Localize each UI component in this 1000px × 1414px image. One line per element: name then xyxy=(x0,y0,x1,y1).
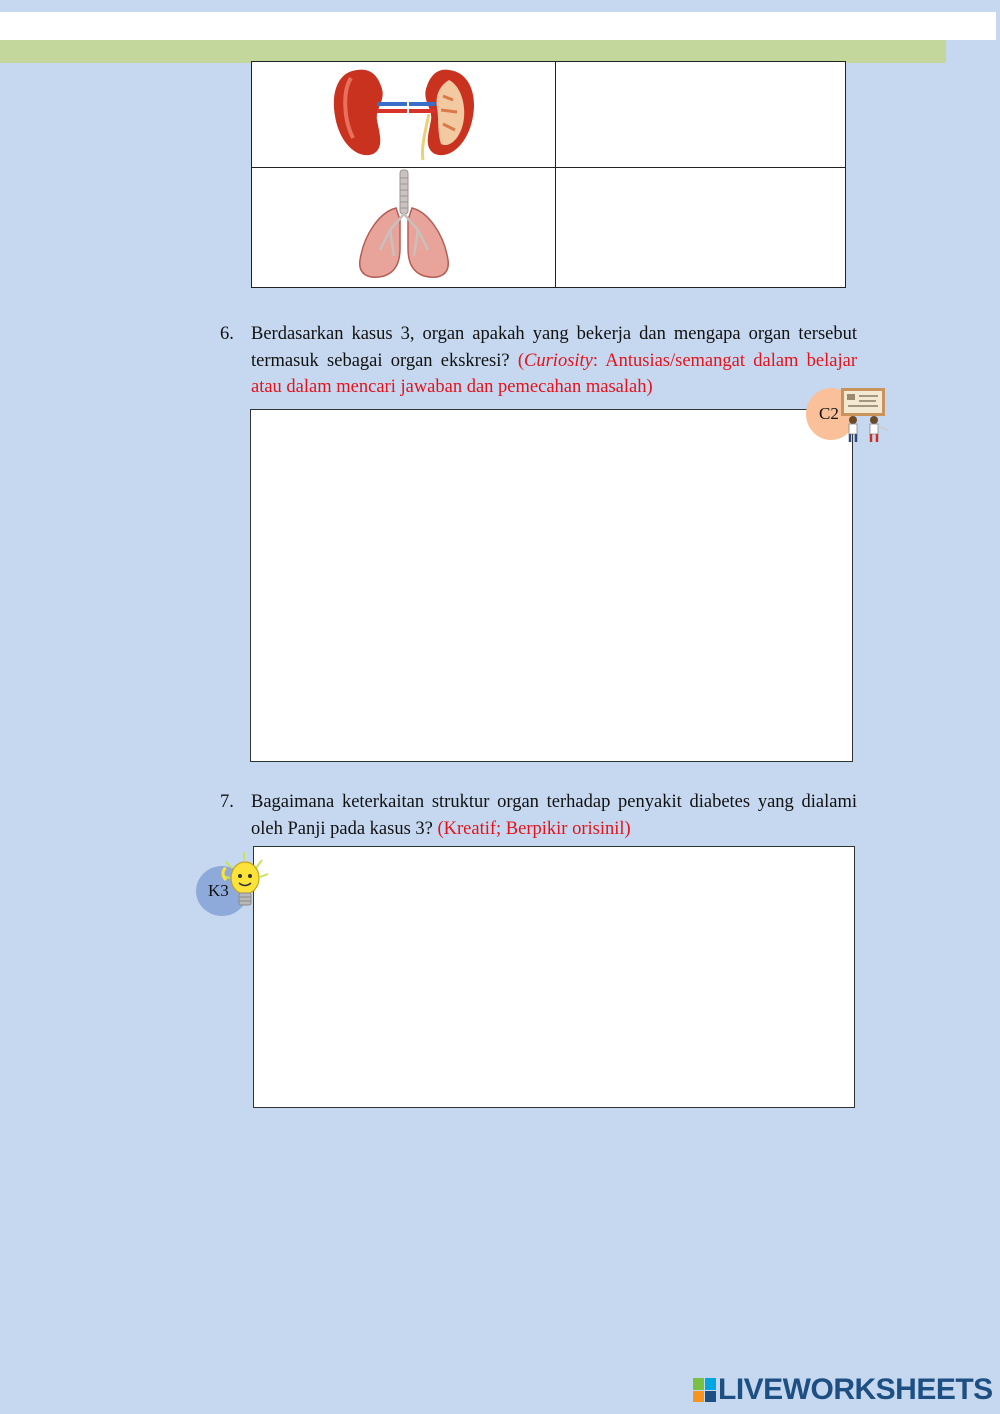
kidney-image xyxy=(329,62,479,162)
k3-badge-label: K3 xyxy=(208,881,229,900)
kidney-image-cell xyxy=(252,62,556,168)
lungs-answer-cell[interactable] xyxy=(556,168,846,288)
liveworksheets-logo-icon xyxy=(693,1378,716,1402)
organ-table xyxy=(251,61,846,288)
question-7-prompt: Bagaimana keterkaitan struktur organ terhadap penyakit diabetes yang dialami oleh Panji pada kasus 3? xyxy=(251,792,857,839)
lightbulb-icon xyxy=(218,850,272,914)
question-text xyxy=(251,789,857,842)
question-number: 6. xyxy=(220,324,234,344)
lungs-image-cell xyxy=(252,168,556,288)
answer-box-question-7[interactable] xyxy=(253,846,855,1108)
c2-badge-label: C2 xyxy=(819,404,839,423)
question-text xyxy=(251,321,857,401)
table-row xyxy=(252,62,846,168)
question-6-prompt: Berdasarkan kasus 3, organ apakah yang bekerja dan mengapa organ tersebut termasuk sebagai organ ekskresi? xyxy=(251,324,857,371)
lungs-image xyxy=(354,168,454,282)
question-6 xyxy=(220,321,857,401)
question-7 xyxy=(220,789,857,842)
answer-box-question-6[interactable] xyxy=(250,409,853,762)
question-number: 7. xyxy=(220,792,234,812)
kidney-answer-cell[interactable] xyxy=(556,62,846,168)
question-6-note: (Curiosity: Antusias/semangat dalam belajar atau dalam mencari jawaban dan pemecahan masalah) xyxy=(251,350,857,397)
question-7-note: (Kreatif; Berpikir orisinil) xyxy=(437,818,631,839)
table-row xyxy=(252,168,846,288)
liveworksheets-brand: LIVEWORKSHEETS xyxy=(718,1373,993,1406)
students-at-board-icon xyxy=(838,386,890,444)
header-green-bar xyxy=(0,40,946,63)
curiosity-label: Curiosity xyxy=(524,350,593,371)
header-white-bar xyxy=(0,12,996,40)
liveworksheets-logo xyxy=(693,1374,993,1406)
